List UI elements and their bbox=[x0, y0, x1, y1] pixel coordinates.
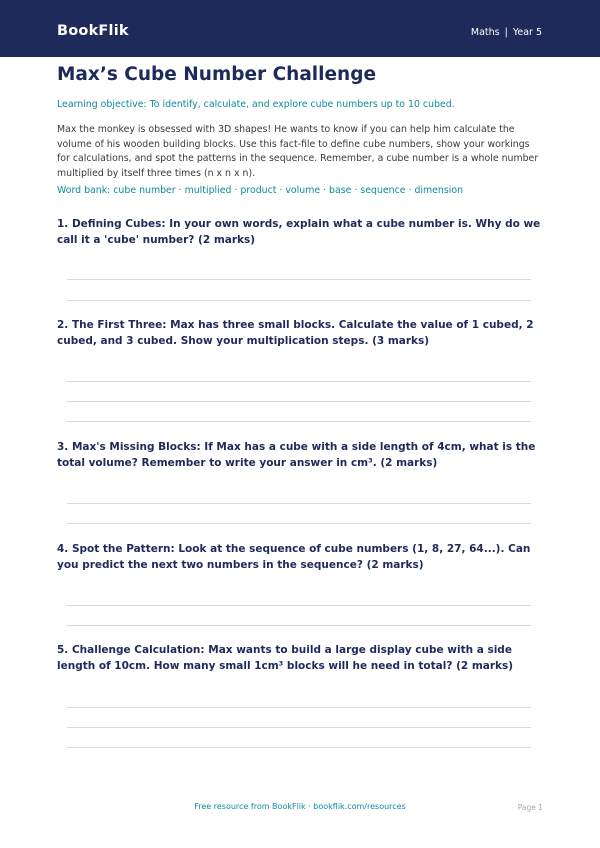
answer-line[interactable] bbox=[67, 727, 531, 728]
question-1: 1. Defining Cubes: In your own words, explain what a cube number is. Why do we call it a 'cube' number? (2 marks) bbox=[57, 218, 541, 246]
answer-line[interactable] bbox=[67, 625, 531, 626]
answer-line[interactable] bbox=[67, 381, 531, 382]
word-bank: Word bank: cube number · multiplied · product · volume · base · sequence · dimension bbox=[57, 185, 464, 196]
question-4: 4. Spot the Pattern: Look at the sequence of cube numbers (1, 8, 27, 64...). Can you predict the next two numbers in the sequence? (2 marks) bbox=[57, 543, 531, 571]
learning-objective: Learning objective: To identify, calculate, and explore cube numbers up to 10 cubed. bbox=[57, 99, 455, 110]
subject-label: Maths bbox=[470, 27, 500, 38]
answer-line[interactable] bbox=[67, 523, 531, 524]
answer-line[interactable] bbox=[67, 605, 531, 606]
answer-line[interactable] bbox=[67, 503, 531, 504]
answer-line[interactable] bbox=[67, 300, 531, 301]
meta-separator: | bbox=[504, 27, 508, 38]
answer-line[interactable] bbox=[67, 279, 531, 280]
question-5: 5. Challenge Calculation: Max wants to build a large display cube with a side length of 10cm. How many small 1cm³ blocks will he need in total? (2 marks) bbox=[57, 644, 514, 672]
footer-resource-link[interactable]: Free resource from BookFlik · bookflik.com/resources bbox=[194, 802, 406, 811]
question-2: 2. The First Three: Max has three small blocks. Calculate the value of 1 cubed, 2 cubed, and 3 cubed. Show your multiplication steps. (3 marks) bbox=[57, 319, 534, 347]
brand-logo-text[interactable]: BookFlik bbox=[57, 23, 129, 39]
question-3: 3. Max's Missing Blocks: If Max has a cube with a side length of 4cm, what is the total volume? Remember to write your answer in cm³. (2 marks) bbox=[57, 441, 536, 469]
worksheet-title: Max’s Cube Number Challenge bbox=[57, 64, 376, 85]
answer-line[interactable] bbox=[67, 747, 531, 748]
answer-line[interactable] bbox=[67, 707, 531, 708]
answer-line[interactable] bbox=[67, 421, 531, 422]
page-number: Page 1 bbox=[517, 803, 543, 812]
header-meta bbox=[471, 27, 542, 38]
header-bar bbox=[0, 0, 600, 57]
year-label: Year 5 bbox=[512, 27, 542, 38]
intro-paragraph: Max the monkey is obsessed with 3D shapes! He wants to know if you can help him calculate the volume of his wooden building blocks. Use this fact-file to define cube numbers, show your workings for calculations, and spot the patterns in the sequence. Remember, a cube number is a whole number multiplied by itself three times (n x n x n). bbox=[57, 124, 539, 179]
answer-line[interactable] bbox=[67, 401, 531, 402]
